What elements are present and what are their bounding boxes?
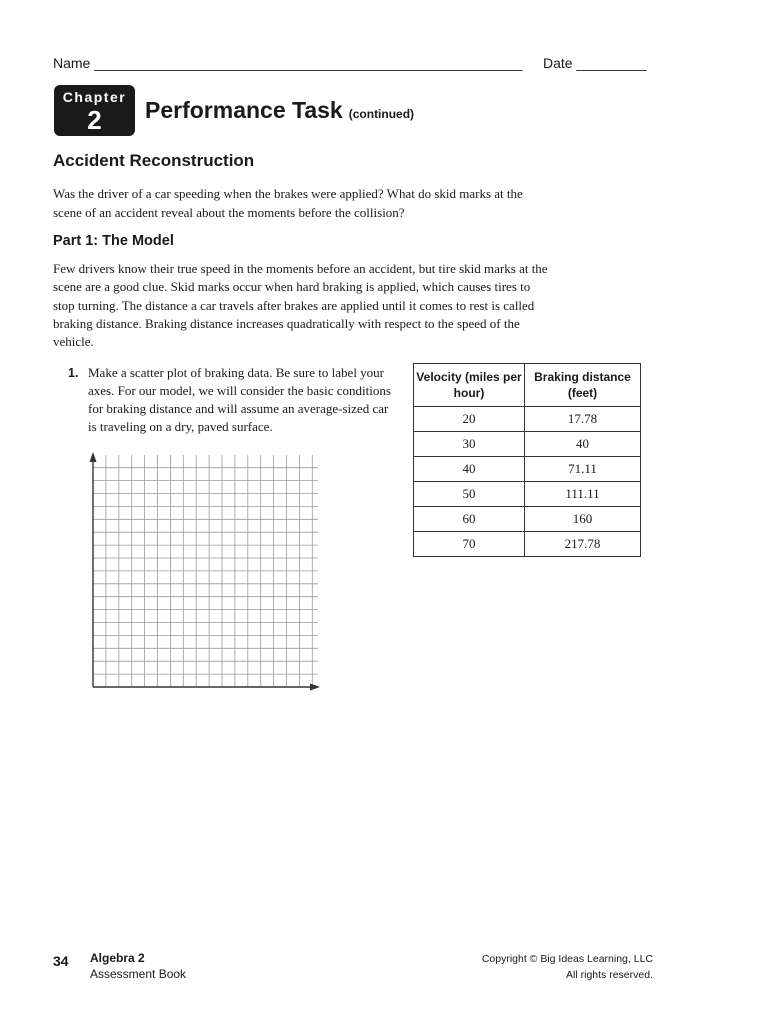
rights-notice: All rights reserved. (566, 969, 653, 981)
table-row (414, 532, 641, 557)
page-title (145, 97, 414, 124)
table-row (414, 432, 641, 457)
chapter-label: Chapter (62, 89, 127, 105)
braking-header-label: Braking distance (feet) (534, 370, 631, 400)
braking-cell: 111.11 (525, 482, 641, 507)
braking-header (525, 364, 641, 407)
table-header-row (414, 364, 641, 407)
velocity-cell: 20 (414, 407, 525, 432)
page-title-sub: (continued) (348, 107, 415, 121)
book-title: Algebra 2 (90, 951, 145, 965)
braking-cell: 71.11 (525, 457, 641, 482)
velocity-cell: 50 (414, 482, 525, 507)
velocity-cell: 60 (414, 507, 525, 532)
section-title: Accident Reconstruction (53, 151, 255, 170)
x-axis-arrow-icon (310, 684, 320, 691)
velocity-header (414, 364, 525, 407)
date-line: Date _________ (543, 55, 647, 71)
chapter-number: 2 (87, 105, 102, 135)
braking-cell: 160 (525, 507, 641, 532)
x-axis (93, 684, 320, 691)
braking-data-table (413, 363, 641, 557)
table-row (414, 507, 641, 532)
y-axis-arrow-icon (90, 452, 97, 462)
question-text: Make a scatter plot of braking data. Be sure to label your axes. For our model, we will consider the basic conditions for braking distance and will assume an average-sized car is traveling on a dry, paved surface. (88, 365, 391, 434)
grid-lines (93, 455, 318, 687)
velocity-cell: 70 (414, 532, 525, 557)
velocity-cell: 40 (414, 457, 525, 482)
chapter-badge (54, 85, 135, 136)
answer-grid[interactable] (84, 450, 324, 696)
velocity-header-label: Velocity (miles per hour) (416, 370, 522, 400)
table-row (414, 482, 641, 507)
part-paragraph: Few drivers know their true speed in the moments before an accident, but tire skid marks at the scene are a good clue. Skid marks occur when hard braking is applied, which causes tires to stop turning. The distance a car travels after brakes are applied until it comes to rest is called braking distance. Braking distance increases quadratically with respect to the speed of the vehicle. (53, 261, 548, 350)
table-row (414, 407, 641, 432)
book-subtitle: Assessment Book (90, 967, 187, 981)
question-number: 1. (68, 366, 79, 380)
braking-cell: 17.78 (525, 407, 641, 432)
part-title: Part 1: The Model (53, 233, 174, 249)
page-number: 34 (53, 953, 69, 969)
y-axis (90, 452, 97, 687)
velocity-cell: 30 (414, 432, 525, 457)
braking-cell: 40 (525, 432, 641, 457)
name-line: Name _______________________________________________________ (53, 55, 523, 71)
intro-paragraph: Was the driver of a car speeding when the brakes were applied? What do skid marks at the scene of an accident reveal about the moments before the collision? (53, 186, 523, 220)
braking-cell: 217.78 (525, 532, 641, 557)
table-row (414, 457, 641, 482)
page-title-main: Performance Task (145, 97, 343, 123)
copyright-notice: Copyright © Big Ideas Learning, LLC (481, 953, 653, 965)
